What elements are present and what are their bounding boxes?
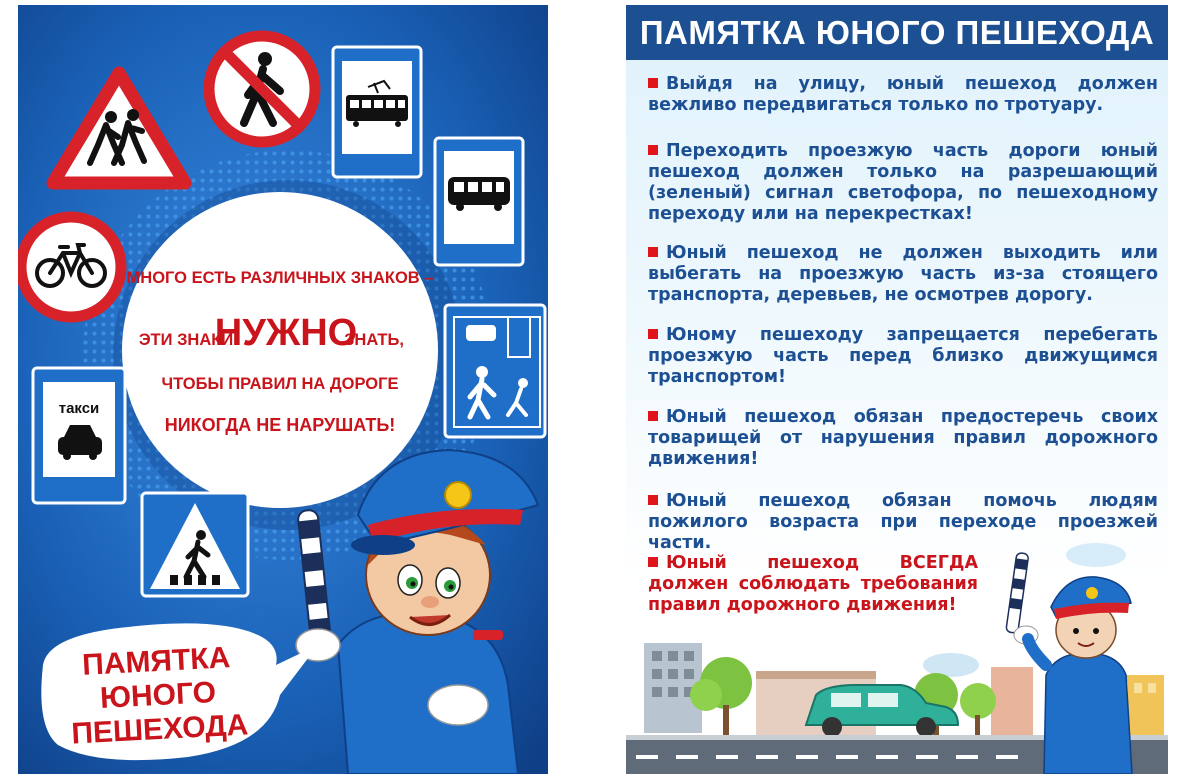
badge-line-3: ПЕШЕХОДА [70,708,250,751]
bullet-icon [648,495,658,505]
pedestrian-crossing-icon [142,493,248,596]
bus-stop-icon [435,138,523,265]
rule-text: Юному пешеходу запрещается перебегать проезжую часть перед близко движущимся транспортом! [648,325,1158,387]
rule-text: Юный пешеход ВСЕГДА должен соблюдать требования правил дорожного движения! [648,553,978,615]
rule-item [648,141,1158,225]
rule-item [648,74,1158,116]
living-zone-icon [445,305,545,437]
slogan-line-2b: ЗНАТЬ, [344,331,404,349]
bullet-icon [648,329,658,339]
bicycle-prohibited-icon [21,217,121,317]
tram-stop-icon [333,47,421,177]
badge-line-2: ЮНОГО [99,675,217,716]
rule-item [648,325,1158,388]
rule-text: Юный пешеход не должен выходить или выбегать на проезжую часть из-за стоящего транспорта, деревьев, не осмотрев дорогу. [648,243,1158,305]
right-poster [626,5,1168,774]
slogan-line-1: МНОГО ЕСТЬ РАЗЛИЧНЫХ ЗНАКОВ – [126,269,434,287]
slogan-line-3: ЧТОБЫ ПРАВИЛ НА ДОРОГЕ [161,375,399,393]
poster-title: ПАМЯТКА ЮНОГО ПЕШЕХОДА [639,14,1155,51]
taxi-label: такси [58,400,100,417]
bullet-icon [648,78,658,88]
slogan-emphasis: НУЖНО [214,312,358,354]
taxi-stop-icon [33,368,125,503]
slogan-line-2a: ЭТИ ЗНАКИ [138,331,234,349]
badge-line-1: ПАМЯТКА [81,641,232,682]
rule-text: Выйдя на улицу, юный пешеход должен вежливо передвигаться только по тротуару. [648,74,1158,115]
poster-header [626,5,1168,60]
rule-item [648,407,1158,470]
rule-text: Юный пешеход обязан помочь людям пожилого возраста при переходе проезжей части. [648,491,1158,553]
no-pedestrians-icon [209,36,315,142]
bullet-icon [648,145,658,155]
rule-text: Юный пешеход обязан предостеречь своих товарищей от нарушения правил дорожного движения! [648,407,1158,469]
slogan-line-4: НИКОГДА НЕ НАРУШАТЬ! [164,415,396,435]
rule-item [648,243,1158,306]
left-poster-art [18,5,548,774]
street-illustration [626,535,1168,774]
bullet-icon [648,247,658,257]
left-poster [18,5,548,774]
bullet-icon [648,411,658,421]
rule-text: Переходить проезжую часть дороги юный пешеход должен только на разрешающий (зеленый) сигнал светофора, по пешеходному переходу или на перекрестках! [648,141,1158,224]
